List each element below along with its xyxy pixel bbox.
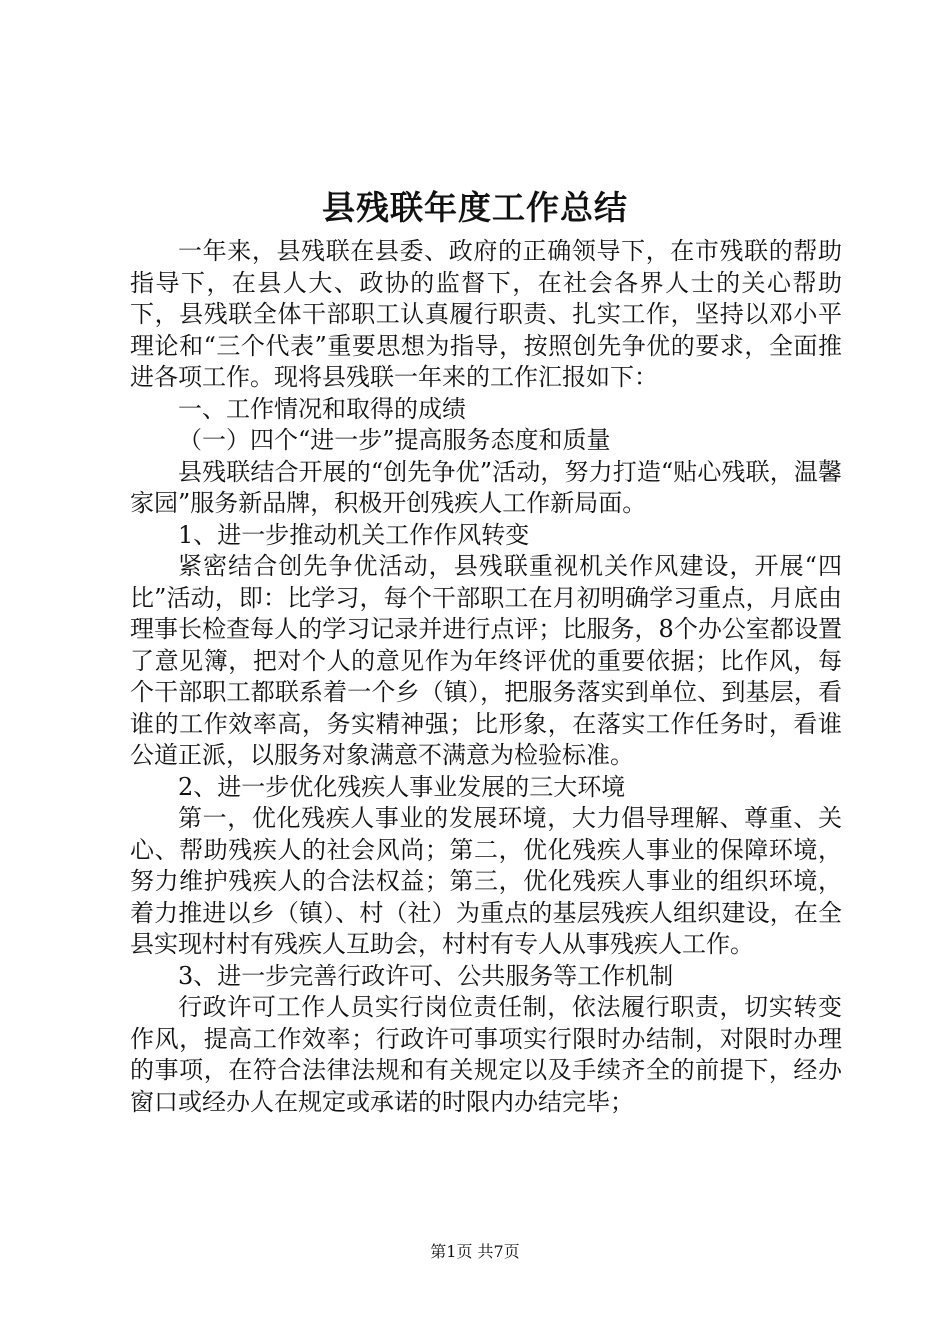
document-title: 县残联年度工作总结 [322,188,628,227]
item-heading: 1、进一步推动机关工作作风转变 [178,520,530,549]
item-heading: 3、进一步完善行政许可、公共服务等工作机制 [178,961,674,990]
body-paragraph: 第一，优化残疾人事业的发展环境，大力倡导理解、尊重、关心、帮助残疾人的社会风尚；第二，优化残疾人事业的保障环境，努力维护残疾人的合法权益；第三，优化残疾人事业的组织环境，着力推进以乡（镇）、村（社）为重点的基层残疾人组织建设，在全县实现村村有残疾人互助会，村村有专人从事残疾人工作。 [130,804,842,958]
body-paragraph: 行政许可工作人员实行岗位责任制，依法履行职责，切实转变作风，提高工作效率；行政许可事项实行限时办结制，对限时办理的事项，在符合法律法规和有关规定以及手续齐全的前提下，经办窗口或经办人在规定或承诺的时限内办结完毕； [130,993,842,1116]
subsection-heading: （一）四个“进一步”提高服务态度和质量 [178,426,611,454]
document-body [130,236,842,1118]
item-heading: 2、进一步优化残疾人事业发展的三大环境 [178,772,626,801]
body-paragraph: 县残联结合开展的“创先争优”活动，努力打造“贴心残联，温馨家园”服务新品牌，积极开创残疾人工作新局面。 [130,457,842,517]
page-footer: 第1页 共7页 [430,1242,520,1261]
intro-paragraph: 一年来，县残联在县委、政府的正确领导下，在市残联的帮助指导下，在县人大、政协的监督下，在社会各界人士的关心帮助下，县残联全体干部职工认真履行职责、扎实工作，坚持以邓小平理论和“三个代表”重要思想为指导，按照创先争优的要求，全面推进各项工作。现将县残联一年来的工作汇报如下： [130,237,842,391]
section-heading: 一、工作情况和取得的成绩 [178,394,466,423]
body-paragraph: 紧密结合创先争优活动，县残联重视机关作风建设，开展“四比”活动，即：比学习，每个干部职工在月初明确学习重点，月底由理事长检查每人的学习记录并进行点评；比服务，8个办公室都设置了意见簿，把对个人的意见作为年终评优的重要依据；比作风，每个干部职工都联系着一个乡（镇），把服务落实到单位、到基层，看谁的工作效率高，务实精神强；比形象，在落实工作任务时，看谁公道正派，以服务对象满意不满意为检验标准。 [130,552,842,769]
